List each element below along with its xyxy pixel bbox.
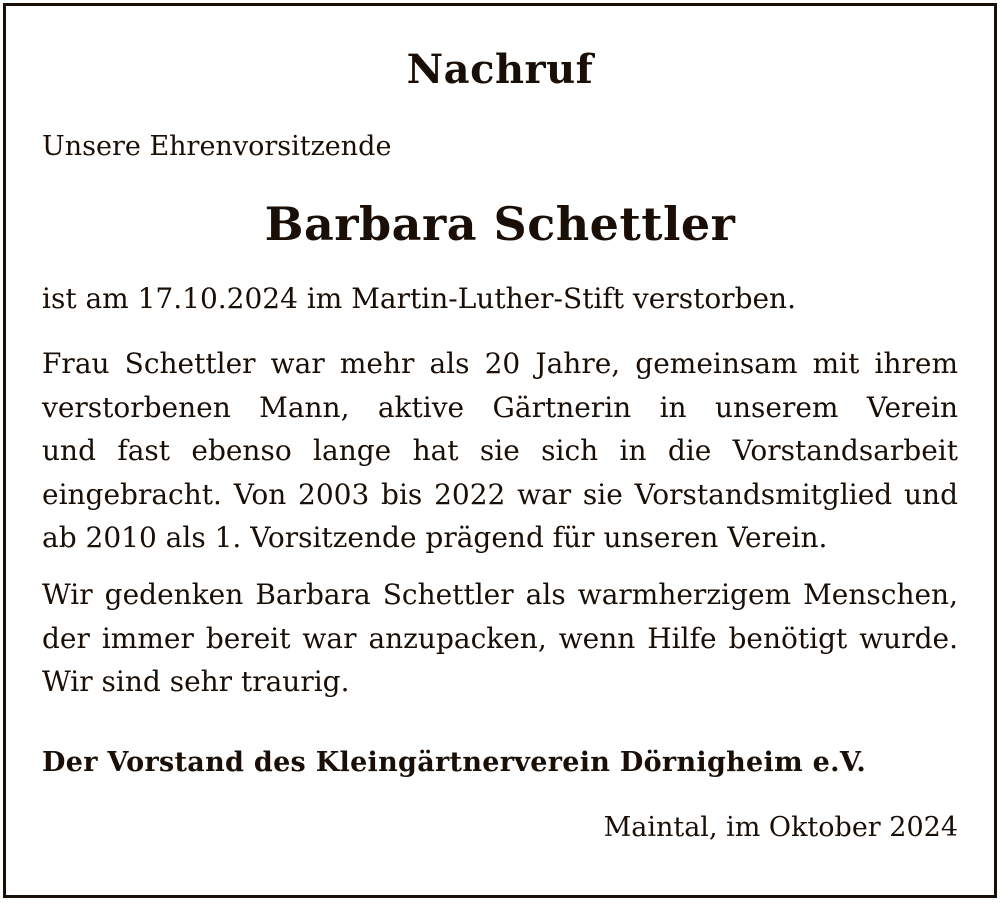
signature-line: Der Vorstand des Kleingärtnerverein Dörnigheim e.V. [42,747,867,778]
place-and-date: Maintal, im Oktober 2024 [603,812,958,843]
paragraph-line: Wir sind sehr traurig. [42,665,350,698]
paragraph-line: Wir gedenken Barbara Schettler als warmherzigem Menschen, [42,578,958,611]
paragraph-line: eingebracht. Von 2003 bis 2022 war sie Vorstandsmitglied und [42,477,958,511]
tribute-paragraph [42,342,958,560]
paragraph-line: der immer bereit war anzupacken, wenn Hilfe benötigt wurde. [42,621,958,655]
paragraph-line: Frau Schettler war mehr als 20 Jahre, gemeinsam mit ihrem [42,347,958,380]
notice-title: Nachruf [406,46,594,93]
intro-line: Unsere Ehrenvorsitzende [42,131,392,162]
paragraph-line: verstorbenen Mann, aktive Gärtnerin in unserem Verein [42,390,958,424]
deceased-name: Barbara Schettler [264,197,736,251]
remembrance-paragraph [42,573,958,704]
paragraph-line: und fast ebenso lange hat sie sich in die Vorstandsarbeit [42,434,958,467]
paragraph-line: ab 2010 als 1. Vorsitzende prägend für unseren Verein. [42,521,828,554]
death-statement: ist am 17.10.2024 im Martin-Luther-Stift verstorben. [42,282,796,315]
